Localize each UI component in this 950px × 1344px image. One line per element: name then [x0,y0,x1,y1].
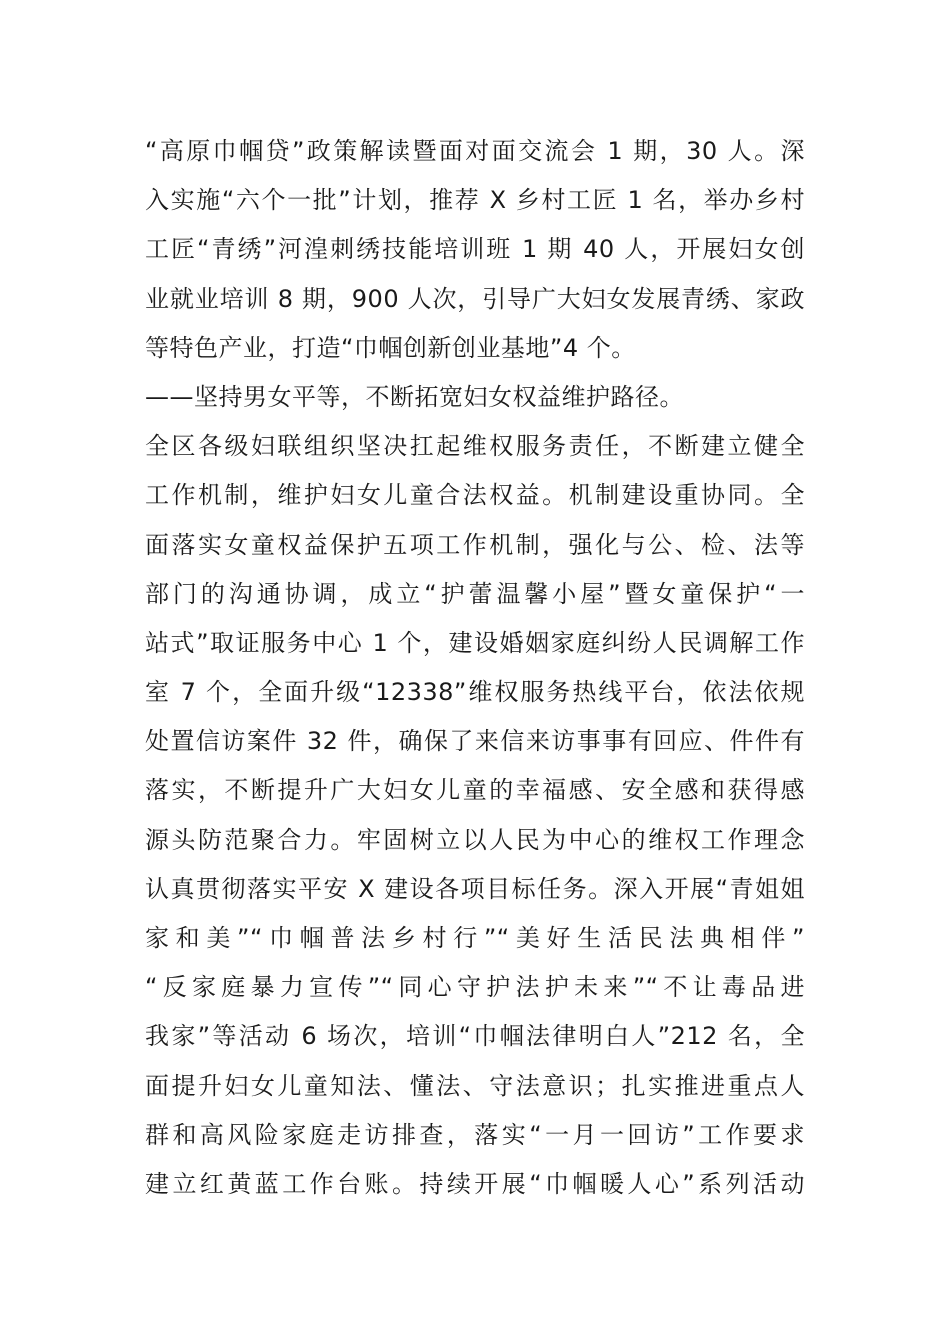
text-line: 工作机制，维护妇女儿童合法权益。机制建设重协同。全 [145,481,805,510]
text-line: 处置信访案件 32 件，确保了来信来访事事有回应、件件有 [145,727,805,756]
text-line: 业就业培训 8 期，900 人次，引导广大妇女发展青绣、家政 [145,284,805,313]
text-line: 全区各级妇联组织坚决扛起维权服务责任，不断建立健全 [145,432,805,461]
text-line: 建立红黄蓝工作台账。持续开展“巾帼暖人心”系列活动 [145,1169,805,1198]
text-line: 认真贯彻落实平安 X 建设各项目标任务。深入开展“青姐姐 [145,874,805,903]
section-heading: ——坚持男女平等，不断拓宽妇女权益维护路径。 [145,382,684,411]
text-line: 室 7 个，全面升级“12338”维权服务热线平台，依法依规 [145,678,805,707]
text-line: 群和高风险家庭走访排查，落实“一月一回访”工作要求 [145,1120,805,1149]
text-line: 家和美”“巾帼普法乡村行”“美好生活民法典相伴” [145,924,805,952]
body-text [145,127,805,1209]
text-line: 部门的沟通协调，成立“护蕾温馨小屋”暨女童保护“一 [145,579,805,608]
text-line: 工匠“青绣”河湟刺绣技能培训班 1 期 40 人，开展妇女创 [145,235,805,264]
text-line: 等特色产业，打造“巾帼创新创业基地”4 个。 [145,333,636,362]
text-line: 我家”等活动 6 场次，培训“巾帼法律明白人”212 名，全 [145,1022,805,1051]
text-line: “高原巾帼贷”政策解读暨面对面交流会 1 期，30 人。深 [145,137,805,165]
text-line: 源头防范聚合力。牢固树立以人民为中心的维权工作理念 [145,825,805,854]
text-line: 入实施“六个一批”计划，推荐 X 乡村工匠 1 名，举办乡村 [145,186,805,215]
text-line: “反家庭暴力宣传”“同心守护法护未来”“不让毒品进 [145,973,805,1002]
text-line: 面提升妇女儿童知法、懂法、守法意识；扎实推进重点人 [145,1071,805,1100]
text-line: 落实，不断提升广大妇女儿童的幸福感、安全感和获得感 [145,776,805,805]
text-line: 面落实女童权益保护五项工作机制，强化与公、检、法等 [145,530,805,559]
text-line: 站式”取证服务中心 1 个，建设婚姻家庭纠纷人民调解工作 [145,628,805,657]
